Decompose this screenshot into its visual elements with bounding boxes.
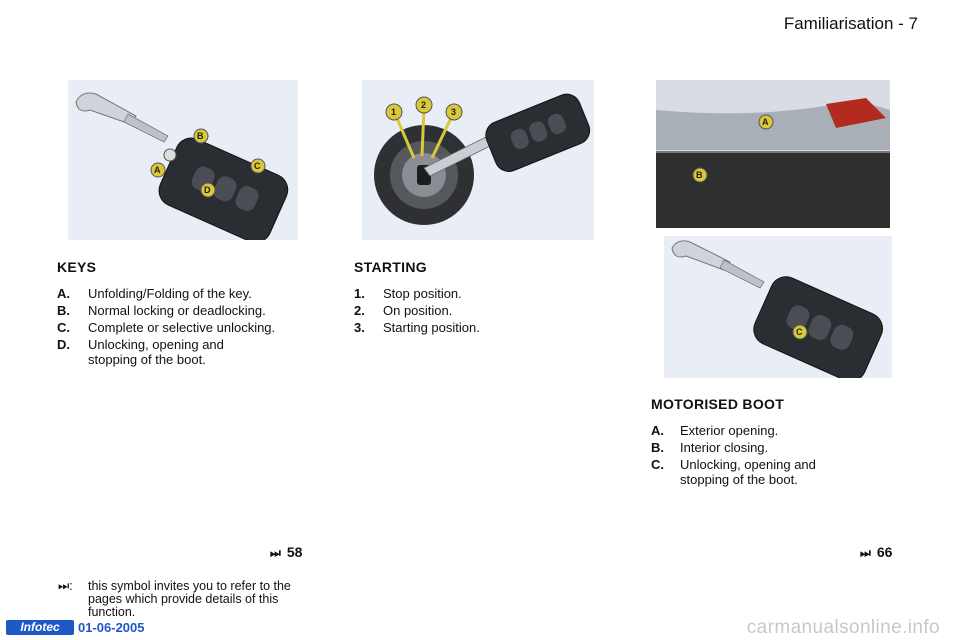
boot-section [651, 396, 911, 489]
brand-logo: Infotec [6, 620, 74, 635]
publication-date: 01-06-2005 [78, 620, 145, 635]
fast-forward-icon: ⏭: [58, 579, 73, 593]
callout-3-label: 3 [451, 107, 457, 117]
list-item: C. Unlocking, opening and stopping of the boot. [651, 457, 816, 487]
list-item: C. Complete or selective unlocking. [57, 320, 276, 335]
fast-forward-icon: ⏭ [860, 546, 871, 560]
page-header: Familiarisation - 7 [783, 14, 918, 33]
callout-1-label: 1 [391, 107, 397, 117]
starting-list [354, 286, 594, 335]
keys-page-reference[interactable]: ⏭ 58 [270, 544, 303, 560]
keys-illustration [68, 80, 298, 240]
callout-c-label: C [254, 161, 261, 171]
callout-a-label: B [197, 131, 204, 141]
list-item: B. Interior closing. [651, 440, 769, 455]
starting-section [354, 259, 594, 337]
starting-title: STARTING [354, 259, 427, 275]
list-item: A. Unfolding/Folding of the key. [57, 286, 252, 301]
callout-d-label: D [204, 185, 211, 195]
boot-illustration [656, 80, 890, 228]
list-item: 2. On position. [354, 303, 453, 318]
keys-list [57, 286, 327, 367]
callout-b-label: B [696, 170, 703, 180]
fast-forward-icon: ⏭ [270, 546, 281, 560]
list-item: B. Normal locking or deadlocking. [57, 303, 266, 318]
callout-b-label: A [154, 165, 161, 175]
symbol-note [58, 580, 308, 619]
callout-a-label: A [762, 117, 769, 127]
boot-list [651, 423, 911, 487]
callout-2-label: 2 [421, 100, 427, 110]
watermark: carmanualsonline.info [746, 617, 940, 638]
callout-c-label: C [796, 327, 803, 337]
boot-page-reference[interactable]: ⏭ 66 [860, 544, 893, 560]
keys-section [57, 259, 327, 369]
list-item: 1. Stop position. [354, 286, 462, 301]
note-text: this symbol invites you to refer to the pages which provide details of this function. [88, 579, 291, 619]
list-item: D. Unlocking, opening and stopping of the boot. [57, 337, 224, 367]
starting-illustration [362, 80, 594, 240]
list-item: A. Exterior opening. [651, 423, 779, 438]
boot-title: MOTORISED BOOT [651, 396, 785, 412]
boot-key-illustration [664, 236, 892, 378]
list-item: 3. Starting position. [354, 320, 480, 335]
keys-title: KEYS [57, 259, 97, 275]
